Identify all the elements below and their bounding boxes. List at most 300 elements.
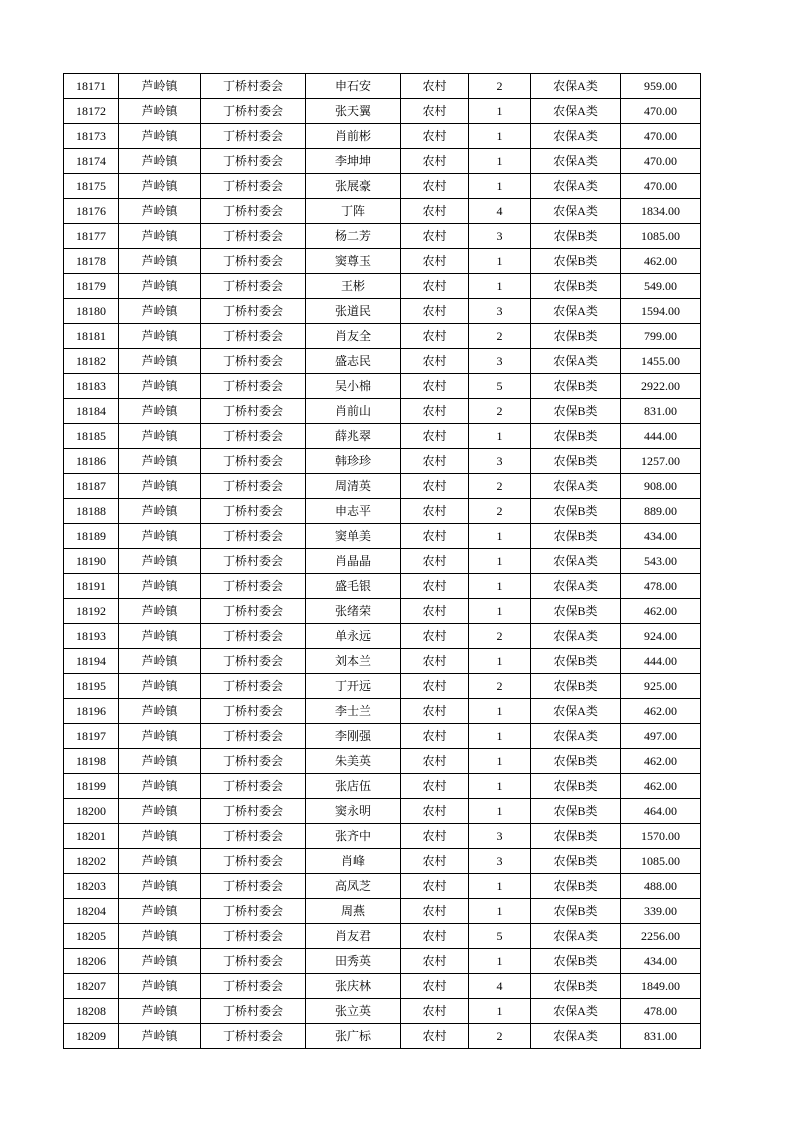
village-committee-cell: 丁桥村委会 (201, 224, 306, 249)
village-committee-cell: 丁桥村委会 (201, 999, 306, 1024)
person-name-cell: 李刚强 (306, 724, 401, 749)
person-name-cell: 盛毛银 (306, 574, 401, 599)
person-count-cell: 1 (469, 999, 531, 1024)
table-row (64, 99, 701, 124)
insurance-category-cell: 农保A类 (531, 99, 621, 124)
record-id-cell: 18192 (64, 599, 119, 624)
insurance-category-cell: 农保B类 (531, 499, 621, 524)
table-row (64, 549, 701, 574)
person-name-cell: 刘本兰 (306, 649, 401, 674)
person-name-cell: 申志平 (306, 499, 401, 524)
village-committee-cell: 丁桥村委会 (201, 474, 306, 499)
town-cell: 芦岭镇 (119, 599, 201, 624)
person-name-cell: 朱美英 (306, 749, 401, 774)
amount-cell: 799.00 (621, 324, 701, 349)
person-count-cell: 4 (469, 199, 531, 224)
insurance-category-cell: 农保B类 (531, 824, 621, 849)
person-name-cell: 张店伍 (306, 774, 401, 799)
insurance-category-cell: 农保B类 (531, 424, 621, 449)
village-committee-cell: 丁桥村委会 (201, 149, 306, 174)
household-type-cell: 农村 (401, 799, 469, 824)
insurance-category-cell: 农保A类 (531, 349, 621, 374)
person-name-cell: 单永远 (306, 624, 401, 649)
amount-cell: 339.00 (621, 899, 701, 924)
table-row (64, 849, 701, 874)
household-type-cell: 农村 (401, 124, 469, 149)
insurance-category-cell: 农保A类 (531, 999, 621, 1024)
town-cell: 芦岭镇 (119, 849, 201, 874)
insurance-category-cell: 农保B类 (531, 249, 621, 274)
amount-cell: 1085.00 (621, 849, 701, 874)
village-committee-cell: 丁桥村委会 (201, 574, 306, 599)
village-committee-cell: 丁桥村委会 (201, 449, 306, 474)
amount-cell: 831.00 (621, 399, 701, 424)
household-type-cell: 农村 (401, 474, 469, 499)
record-id-cell: 18208 (64, 999, 119, 1024)
amount-cell: 2256.00 (621, 924, 701, 949)
village-committee-cell: 丁桥村委会 (201, 1024, 306, 1049)
person-name-cell: 李坤坤 (306, 149, 401, 174)
person-name-cell: 申石安 (306, 74, 401, 99)
amount-cell: 1594.00 (621, 299, 701, 324)
town-cell: 芦岭镇 (119, 824, 201, 849)
record-id-cell: 18186 (64, 449, 119, 474)
record-id-cell: 18172 (64, 99, 119, 124)
record-id-cell: 18177 (64, 224, 119, 249)
town-cell: 芦岭镇 (119, 449, 201, 474)
household-type-cell: 农村 (401, 924, 469, 949)
household-type-cell: 农村 (401, 874, 469, 899)
person-name-cell: 肖前山 (306, 399, 401, 424)
insurance-category-cell: 农保A类 (531, 124, 621, 149)
record-id-cell: 18194 (64, 649, 119, 674)
record-id-cell: 18185 (64, 424, 119, 449)
village-committee-cell: 丁桥村委会 (201, 499, 306, 524)
amount-cell: 434.00 (621, 524, 701, 549)
person-name-cell: 盛志民 (306, 349, 401, 374)
person-name-cell: 高凤芝 (306, 874, 401, 899)
record-id-cell: 18178 (64, 249, 119, 274)
town-cell: 芦岭镇 (119, 174, 201, 199)
table-row (64, 349, 701, 374)
person-count-cell: 1 (469, 99, 531, 124)
town-cell: 芦岭镇 (119, 399, 201, 424)
household-type-cell: 农村 (401, 174, 469, 199)
insurance-category-cell: 农保B类 (531, 399, 621, 424)
record-id-cell: 18184 (64, 399, 119, 424)
table-row (64, 799, 701, 824)
record-id-cell: 18197 (64, 724, 119, 749)
person-name-cell: 丁阵 (306, 199, 401, 224)
person-name-cell: 韩珍珍 (306, 449, 401, 474)
insurance-category-cell: 农保A类 (531, 74, 621, 99)
insurance-category-cell: 农保A类 (531, 724, 621, 749)
household-type-cell: 农村 (401, 974, 469, 999)
record-id-cell: 18179 (64, 274, 119, 299)
table-row (64, 149, 701, 174)
amount-cell: 549.00 (621, 274, 701, 299)
town-cell: 芦岭镇 (119, 774, 201, 799)
insurance-category-cell: 农保B类 (531, 524, 621, 549)
record-id-cell: 18195 (64, 674, 119, 699)
village-committee-cell: 丁桥村委会 (201, 649, 306, 674)
table-row (64, 999, 701, 1024)
person-count-cell: 3 (469, 299, 531, 324)
village-committee-cell: 丁桥村委会 (201, 374, 306, 399)
amount-cell: 1834.00 (621, 199, 701, 224)
town-cell: 芦岭镇 (119, 724, 201, 749)
table-row (64, 974, 701, 999)
person-count-cell: 1 (469, 524, 531, 549)
person-name-cell: 张广标 (306, 1024, 401, 1049)
amount-cell: 444.00 (621, 424, 701, 449)
household-type-cell: 农村 (401, 449, 469, 474)
insurance-category-cell: 农保B类 (531, 374, 621, 399)
person-name-cell: 肖晶晶 (306, 549, 401, 574)
village-committee-cell: 丁桥村委会 (201, 524, 306, 549)
record-id-cell: 18193 (64, 624, 119, 649)
village-committee-cell: 丁桥村委会 (201, 599, 306, 624)
town-cell: 芦岭镇 (119, 424, 201, 449)
person-name-cell: 窦尊玉 (306, 249, 401, 274)
table-row (64, 524, 701, 549)
household-type-cell: 农村 (401, 399, 469, 424)
amount-cell: 478.00 (621, 999, 701, 1024)
insurance-category-cell: 农保A类 (531, 299, 621, 324)
household-type-cell: 农村 (401, 424, 469, 449)
record-id-cell: 18188 (64, 499, 119, 524)
amount-cell: 1257.00 (621, 449, 701, 474)
person-count-cell: 2 (469, 474, 531, 499)
person-count-cell: 1 (469, 174, 531, 199)
village-committee-cell: 丁桥村委会 (201, 949, 306, 974)
table-row (64, 624, 701, 649)
village-committee-cell: 丁桥村委会 (201, 624, 306, 649)
town-cell: 芦岭镇 (119, 499, 201, 524)
town-cell: 芦岭镇 (119, 124, 201, 149)
person-count-cell: 2 (469, 1024, 531, 1049)
person-count-cell: 2 (469, 674, 531, 699)
town-cell: 芦岭镇 (119, 924, 201, 949)
insurance-category-cell: 农保B类 (531, 949, 621, 974)
household-type-cell: 农村 (401, 249, 469, 274)
village-committee-cell: 丁桥村委会 (201, 274, 306, 299)
town-cell: 芦岭镇 (119, 199, 201, 224)
village-committee-cell: 丁桥村委会 (201, 799, 306, 824)
table-row (64, 124, 701, 149)
town-cell: 芦岭镇 (119, 999, 201, 1024)
town-cell: 芦岭镇 (119, 574, 201, 599)
amount-cell: 889.00 (621, 499, 701, 524)
table-row (64, 449, 701, 474)
person-count-cell: 1 (469, 599, 531, 624)
person-count-cell: 2 (469, 399, 531, 424)
person-count-cell: 3 (469, 349, 531, 374)
table-row (64, 949, 701, 974)
record-id-cell: 18180 (64, 299, 119, 324)
record-id-cell: 18187 (64, 474, 119, 499)
person-count-cell: 1 (469, 549, 531, 574)
household-type-cell: 农村 (401, 224, 469, 249)
household-type-cell: 农村 (401, 999, 469, 1024)
town-cell: 芦岭镇 (119, 99, 201, 124)
insurance-category-cell: 农保B类 (531, 274, 621, 299)
record-id-cell: 18190 (64, 549, 119, 574)
table-row (64, 899, 701, 924)
town-cell: 芦岭镇 (119, 324, 201, 349)
village-committee-cell: 丁桥村委会 (201, 124, 306, 149)
record-id-cell: 18196 (64, 699, 119, 724)
town-cell: 芦岭镇 (119, 874, 201, 899)
amount-cell: 1849.00 (621, 974, 701, 999)
amount-cell: 462.00 (621, 249, 701, 274)
amount-cell: 470.00 (621, 99, 701, 124)
record-id-cell: 18205 (64, 924, 119, 949)
person-count-cell: 3 (469, 849, 531, 874)
amount-cell: 434.00 (621, 949, 701, 974)
record-id-cell: 18181 (64, 324, 119, 349)
person-count-cell: 1 (469, 249, 531, 274)
town-cell: 芦岭镇 (119, 274, 201, 299)
record-id-cell: 18202 (64, 849, 119, 874)
town-cell: 芦岭镇 (119, 624, 201, 649)
insurance-category-cell: 农保B类 (531, 449, 621, 474)
insurance-category-cell: 农保A类 (531, 624, 621, 649)
table-row (64, 699, 701, 724)
person-count-cell: 1 (469, 774, 531, 799)
record-id-cell: 18203 (64, 874, 119, 899)
amount-cell: 462.00 (621, 599, 701, 624)
household-type-cell: 农村 (401, 574, 469, 599)
person-count-cell: 1 (469, 124, 531, 149)
town-cell: 芦岭镇 (119, 524, 201, 549)
town-cell: 芦岭镇 (119, 74, 201, 99)
person-name-cell: 肖友全 (306, 324, 401, 349)
person-count-cell: 2 (469, 74, 531, 99)
person-name-cell: 吴小棉 (306, 374, 401, 399)
person-name-cell: 窦永明 (306, 799, 401, 824)
person-count-cell: 5 (469, 374, 531, 399)
household-type-cell: 农村 (401, 749, 469, 774)
record-id-cell: 18198 (64, 749, 119, 774)
person-count-cell: 1 (469, 424, 531, 449)
insurance-category-cell: 农保A类 (531, 199, 621, 224)
amount-cell: 470.00 (621, 174, 701, 199)
table-row (64, 874, 701, 899)
amount-cell: 444.00 (621, 649, 701, 674)
record-id-cell: 18209 (64, 1024, 119, 1049)
household-type-cell: 农村 (401, 549, 469, 574)
town-cell: 芦岭镇 (119, 474, 201, 499)
table-row (64, 424, 701, 449)
record-id-cell: 18173 (64, 124, 119, 149)
table-row (64, 574, 701, 599)
table-row (64, 499, 701, 524)
person-count-cell: 1 (469, 724, 531, 749)
person-name-cell: 王彬 (306, 274, 401, 299)
table-row (64, 1024, 701, 1049)
household-type-cell: 农村 (401, 99, 469, 124)
person-name-cell: 薛兆翠 (306, 424, 401, 449)
village-committee-cell: 丁桥村委会 (201, 924, 306, 949)
person-name-cell: 杨二芳 (306, 224, 401, 249)
household-type-cell: 农村 (401, 274, 469, 299)
household-type-cell: 农村 (401, 899, 469, 924)
record-id-cell: 18182 (64, 349, 119, 374)
record-id-cell: 18191 (64, 574, 119, 599)
village-committee-cell: 丁桥村委会 (201, 199, 306, 224)
insurance-category-cell: 农保B类 (531, 224, 621, 249)
household-type-cell: 农村 (401, 299, 469, 324)
town-cell: 芦岭镇 (119, 974, 201, 999)
table-row (64, 374, 701, 399)
town-cell: 芦岭镇 (119, 224, 201, 249)
person-count-cell: 3 (469, 224, 531, 249)
amount-cell: 470.00 (621, 124, 701, 149)
person-name-cell: 肖峰 (306, 849, 401, 874)
person-name-cell: 张绪荣 (306, 599, 401, 624)
person-count-cell: 1 (469, 274, 531, 299)
amount-cell: 831.00 (621, 1024, 701, 1049)
amount-cell: 543.00 (621, 549, 701, 574)
insurance-category-cell: 农保A类 (531, 699, 621, 724)
amount-cell: 925.00 (621, 674, 701, 699)
household-type-cell: 农村 (401, 349, 469, 374)
amount-cell: 462.00 (621, 749, 701, 774)
household-type-cell: 农村 (401, 724, 469, 749)
town-cell: 芦岭镇 (119, 249, 201, 274)
table-row (64, 774, 701, 799)
table-row (64, 299, 701, 324)
person-name-cell: 李士兰 (306, 699, 401, 724)
household-type-cell: 农村 (401, 649, 469, 674)
table-row (64, 649, 701, 674)
village-committee-cell: 丁桥村委会 (201, 99, 306, 124)
village-committee-cell: 丁桥村委会 (201, 249, 306, 274)
village-committee-cell: 丁桥村委会 (201, 724, 306, 749)
amount-cell: 464.00 (621, 799, 701, 824)
amount-cell: 1455.00 (621, 349, 701, 374)
amount-cell: 908.00 (621, 474, 701, 499)
person-count-cell: 1 (469, 149, 531, 174)
record-id-cell: 18199 (64, 774, 119, 799)
table-row (64, 724, 701, 749)
records-table-body (64, 74, 701, 1049)
village-committee-cell: 丁桥村委会 (201, 324, 306, 349)
village-committee-cell: 丁桥村委会 (201, 299, 306, 324)
insurance-category-cell: 农保B类 (531, 899, 621, 924)
table-row (64, 249, 701, 274)
insurance-category-cell: 农保B类 (531, 849, 621, 874)
record-id-cell: 18176 (64, 199, 119, 224)
person-count-cell: 1 (469, 799, 531, 824)
table-row (64, 324, 701, 349)
person-name-cell: 周燕 (306, 899, 401, 924)
insurance-category-cell: 农保B类 (531, 599, 621, 624)
village-committee-cell: 丁桥村委会 (201, 899, 306, 924)
insurance-category-cell: 农保A类 (531, 174, 621, 199)
household-type-cell: 农村 (401, 324, 469, 349)
record-id-cell: 18201 (64, 824, 119, 849)
person-count-cell: 3 (469, 824, 531, 849)
table-row (64, 74, 701, 99)
person-name-cell: 肖友君 (306, 924, 401, 949)
person-name-cell: 张立英 (306, 999, 401, 1024)
amount-cell: 488.00 (621, 874, 701, 899)
table-sheet (63, 73, 701, 1049)
person-count-cell: 1 (469, 874, 531, 899)
household-type-cell: 农村 (401, 499, 469, 524)
insurance-category-cell: 农保A类 (531, 924, 621, 949)
village-committee-cell: 丁桥村委会 (201, 549, 306, 574)
household-type-cell: 农村 (401, 699, 469, 724)
village-committee-cell: 丁桥村委会 (201, 74, 306, 99)
household-type-cell: 农村 (401, 149, 469, 174)
household-type-cell: 农村 (401, 199, 469, 224)
household-type-cell: 农村 (401, 674, 469, 699)
records-table (63, 73, 701, 1049)
person-name-cell: 张天翼 (306, 99, 401, 124)
person-count-cell: 1 (469, 699, 531, 724)
person-name-cell: 张齐中 (306, 824, 401, 849)
village-committee-cell: 丁桥村委会 (201, 674, 306, 699)
household-type-cell: 农村 (401, 849, 469, 874)
town-cell: 芦岭镇 (119, 349, 201, 374)
town-cell: 芦岭镇 (119, 549, 201, 574)
town-cell: 芦岭镇 (119, 674, 201, 699)
table-row (64, 599, 701, 624)
town-cell: 芦岭镇 (119, 899, 201, 924)
town-cell: 芦岭镇 (119, 949, 201, 974)
person-name-cell: 窦单美 (306, 524, 401, 549)
table-row (64, 174, 701, 199)
table-row (64, 274, 701, 299)
record-id-cell: 18189 (64, 524, 119, 549)
insurance-category-cell: 农保A类 (531, 574, 621, 599)
person-count-cell: 4 (469, 974, 531, 999)
insurance-category-cell: 农保B类 (531, 649, 621, 674)
amount-cell: 478.00 (621, 574, 701, 599)
table-row (64, 399, 701, 424)
town-cell: 芦岭镇 (119, 749, 201, 774)
village-committee-cell: 丁桥村委会 (201, 774, 306, 799)
insurance-category-cell: 农保B类 (531, 774, 621, 799)
person-count-cell: 2 (469, 499, 531, 524)
town-cell: 芦岭镇 (119, 799, 201, 824)
insurance-category-cell: 农保B类 (531, 874, 621, 899)
household-type-cell: 农村 (401, 599, 469, 624)
insurance-category-cell: 农保B类 (531, 749, 621, 774)
person-count-cell: 1 (469, 949, 531, 974)
table-row (64, 924, 701, 949)
town-cell: 芦岭镇 (119, 149, 201, 174)
insurance-category-cell: 农保A类 (531, 549, 621, 574)
village-committee-cell: 丁桥村委会 (201, 749, 306, 774)
record-id-cell: 18175 (64, 174, 119, 199)
household-type-cell: 农村 (401, 74, 469, 99)
household-type-cell: 农村 (401, 624, 469, 649)
record-id-cell: 18207 (64, 974, 119, 999)
amount-cell: 2922.00 (621, 374, 701, 399)
village-committee-cell: 丁桥村委会 (201, 399, 306, 424)
amount-cell: 1085.00 (621, 224, 701, 249)
record-id-cell: 18174 (64, 149, 119, 174)
town-cell: 芦岭镇 (119, 374, 201, 399)
person-name-cell: 张道民 (306, 299, 401, 324)
household-type-cell: 农村 (401, 949, 469, 974)
amount-cell: 462.00 (621, 699, 701, 724)
insurance-category-cell: 农保A类 (531, 149, 621, 174)
